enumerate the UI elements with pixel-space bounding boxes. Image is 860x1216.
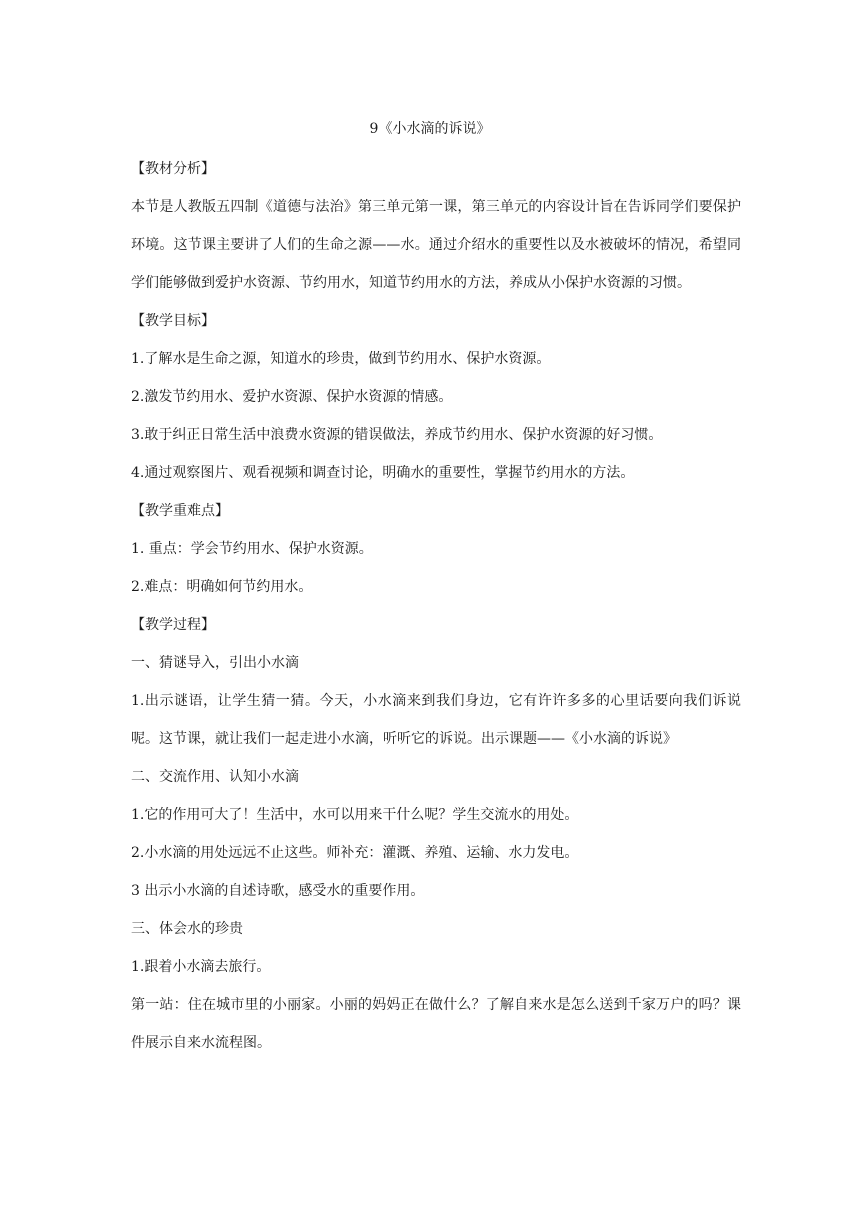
process-step-heading: 二、交流作用、认知小水滴 [131, 769, 299, 785]
process-step-heading: 一、猜谜导入，引出小水滴 [131, 655, 299, 671]
section-heading-key-points: 【教学重难点】 [131, 503, 229, 519]
key-point-item: 1. 重点：学会节约用水、保护水资源。 [131, 541, 373, 557]
teaching-goal-item: 4.通过观察图片、观看视频和调查讨论，明确水的重要性，掌握节约用水的方法。 [131, 465, 635, 481]
difficult-point-item: 2.难点：明确如何节约用水。 [131, 579, 313, 595]
section-heading-material-analysis: 【教材分析】 [131, 161, 215, 177]
teaching-goal-item: 3.敢于纠正日常生活中浪费水资源的错误做法，养成节约用水、保护水资源的好习惯。 [131, 427, 663, 443]
document-title: 9《小水滴的诉说》 [369, 121, 491, 137]
process-step-paragraph: 1.出示谜语，让学生猜一猜。今天，小水滴来到我们身边，它有许许多多的心里话要向我们诉说呢。这节课，就让我们一起走进小水滴，听听它的诉说。出示课题——《小水滴的诉说》 [131, 693, 741, 747]
process-step-heading: 三、体会水的珍贵 [131, 921, 243, 937]
teaching-goal-item: 2.激发节约用水、爱护水资源、保护水资源的情感。 [131, 389, 453, 405]
process-step-paragraph: 3 出示小水滴的自述诗歌，感受水的重要作用。 [131, 883, 425, 899]
process-step-paragraph: 1.它的作用可大了！生活中，水可以用来干什么呢？学生交流水的用处。 [131, 807, 579, 823]
process-step-paragraph: 第一站：住在城市里的小丽家。小丽的妈妈正在做什么？了解自来水是怎么送到千家万户的吗？课件展示自来水流程图。 [131, 997, 741, 1051]
section-heading-teaching-goals: 【教学目标】 [131, 313, 215, 329]
section-heading-teaching-process: 【教学过程】 [131, 617, 215, 633]
process-step-paragraph: 1.跟着小水滴去旅行。 [131, 959, 271, 975]
material-analysis-paragraph: 本节是人教版五四制《道德与法治》第三单元第一课，第三单元的内容设计旨在告诉同学们要保护环境。这节课主要讲了人们的生命之源——水。通过介绍水的重要性以及水被破坏的情况，希望同学们能够做到爱护水资源、节约用水，知道节约用水的方法，养成从小保护水资源的习惯。 [131, 199, 741, 291]
teaching-goal-item: 1.了解水是生命之源，知道水的珍贵，做到节约用水、保护水资源。 [131, 351, 551, 367]
process-step-paragraph: 2.小水滴的用处远远不止这些。师补充：灌溉、养殖、运输、水力发电。 [131, 845, 579, 861]
document-body [131, 150, 741, 1062]
